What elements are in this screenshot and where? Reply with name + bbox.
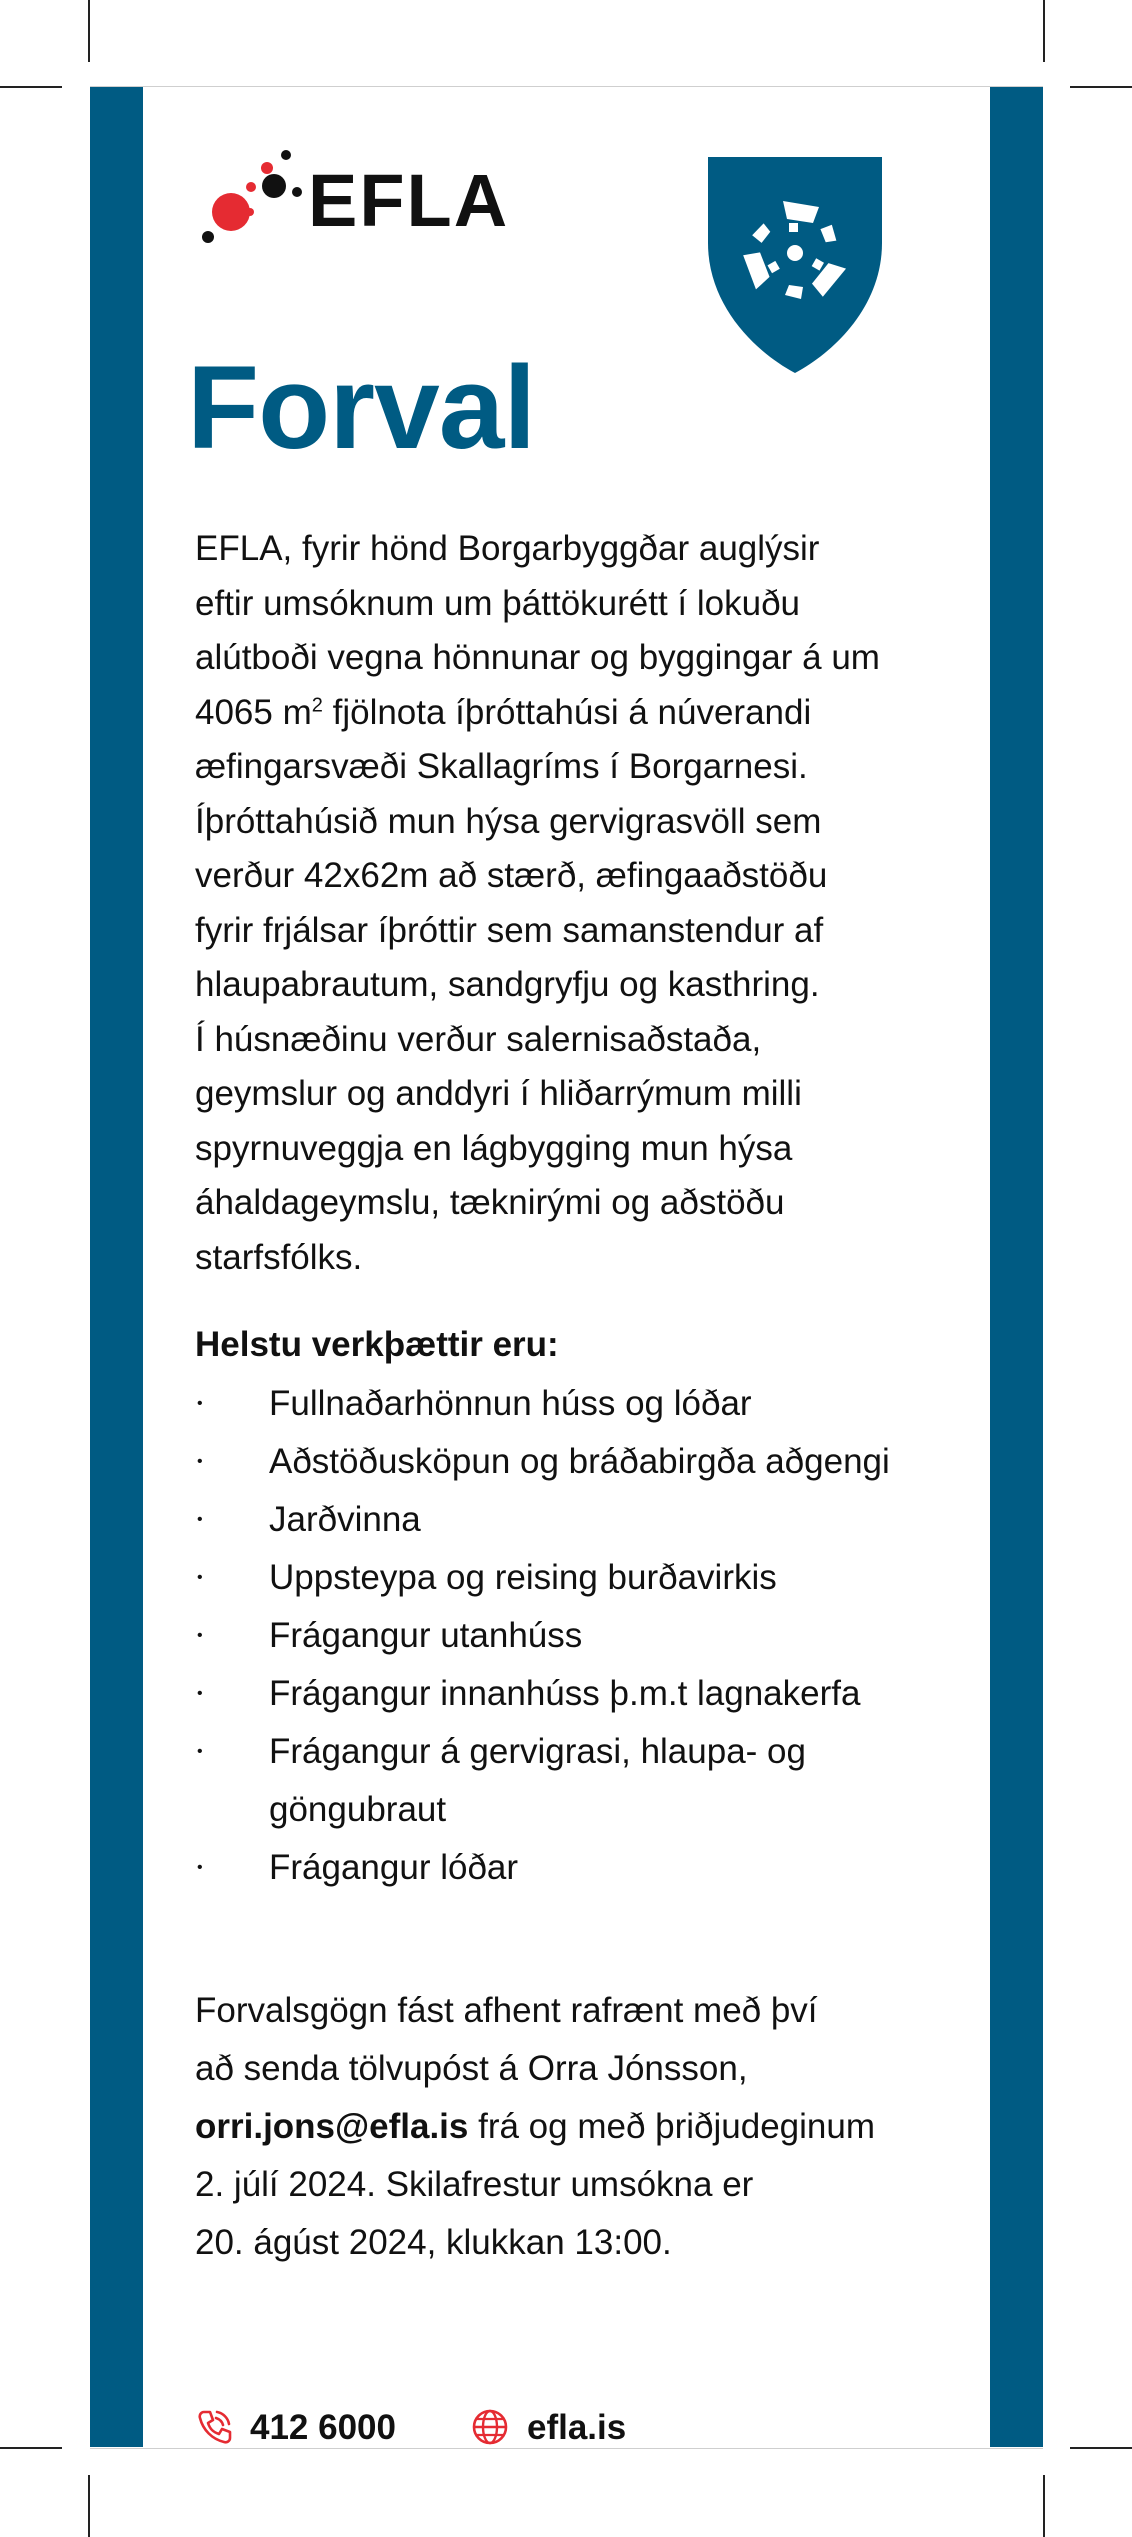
- intro-line: alútboði vegna hönnunar og byggingar á um: [195, 638, 880, 677]
- bullet-icon: •: [197, 1627, 203, 1644]
- municipal-crest: [706, 155, 884, 375]
- closing-line: frá og með þriðjudeginum: [468, 2107, 875, 2146]
- bullet-icon: •: [197, 1395, 203, 1412]
- crop-mark: [1070, 86, 1132, 88]
- tasks-list: [195, 1375, 975, 1897]
- list-item: [195, 1665, 975, 1723]
- intro-line: fyrir frjálsar íþróttir sem samanstendur af: [195, 910, 824, 950]
- list-item-text: Frágangur utanhúss: [269, 1616, 583, 1655]
- intro-line: Í húsnæðinu verður salernisaðstaða,: [195, 1019, 762, 1059]
- list-item: [195, 1433, 975, 1491]
- crop-mark: [1070, 2447, 1132, 2449]
- list-item: [195, 1839, 975, 1897]
- globe-icon: [471, 2408, 509, 2446]
- intro-line: hlaupabrautum, sandgryfju og kasthring.: [195, 965, 820, 1004]
- intro-line: fjölnota íþróttahúsi á núverandi: [322, 692, 812, 732]
- intro-line: starfsfólks.: [195, 1237, 363, 1277]
- efla-logo-text: EFLA: [308, 159, 510, 242]
- intro-line: geymslur og anddyri í hliðarrýmum milli: [195, 1074, 802, 1113]
- bullet-icon: •: [197, 1569, 203, 1586]
- crop-mark: [0, 86, 62, 88]
- crop-mark: [0, 2447, 62, 2449]
- left-blue-bar: [90, 87, 143, 2447]
- crop-mark: [88, 2475, 90, 2537]
- closing-line: að senda tölvupóst á Orra Jónsson,: [195, 2049, 748, 2088]
- intro-line: 4065 m: [195, 692, 312, 732]
- intro-line: verður 42x62m að stærð, æfingaaðstöðu: [195, 856, 828, 895]
- tasks-heading: Helstu verkþættir eru:: [195, 1325, 559, 1364]
- website-link[interactable]: efla.is: [527, 2408, 627, 2447]
- list-item-text: Aðstöðusköpun og bráðabirgða aðgengi: [269, 1442, 890, 1481]
- list-item-text: Frágangur lóðar: [269, 1848, 519, 1887]
- list-item-text: Uppsteypa og reising burðavirkis: [269, 1558, 777, 1597]
- intro-line: eftir umsóknum um þáttökurétt í lokuðu: [195, 583, 800, 623]
- efla-dots-icon: [200, 142, 320, 252]
- municipal-shield-crest-icon: [706, 155, 884, 375]
- phone-icon: [195, 2408, 233, 2446]
- crop-mark: [1043, 2475, 1045, 2537]
- closing-paragraph: [195, 1982, 985, 2272]
- closing-line: 2. júlí 2024. Skilafrestur umsókna er: [195, 2165, 754, 2204]
- phone-number[interactable]: 412 6000: [250, 2408, 396, 2447]
- list-item: [195, 1607, 975, 1665]
- crop-mark: [88, 0, 90, 62]
- closing-line: Forvalsgögn fást afhent rafrænt með því: [195, 1991, 818, 2030]
- intro-line: spyrnuveggja en lágbygging mun hýsa: [195, 1128, 793, 1168]
- intro-line: EFLA, fyrir hönd Borgarbyggðar auglýsir: [195, 529, 820, 568]
- intro-line: æfingarsvæði Skallagríms í Borgarnesi.: [195, 747, 808, 786]
- list-item-text: Frágangur á gervigrasi, hlaupa- og göngubraut: [269, 1732, 806, 1829]
- bullet-icon: •: [197, 1743, 203, 1760]
- right-blue-bar: [990, 87, 1043, 2447]
- page-title: Forval: [187, 342, 536, 474]
- bullet-icon: •: [197, 1453, 203, 1470]
- list-item: [195, 1375, 975, 1433]
- intro-paragraph: [195, 522, 965, 1285]
- square-superscript: 2: [311, 693, 323, 716]
- list-item-text: Frágangur innanhúss þ.m.t lagnakerfa: [269, 1674, 861, 1713]
- bullet-icon: •: [197, 1511, 203, 1528]
- contact-row: [195, 2403, 895, 2453]
- ad-content: [143, 87, 988, 2447]
- list-item-text: Jarðvinna: [269, 1500, 421, 1539]
- email-link[interactable]: orri.jons@efla.is: [195, 2107, 469, 2146]
- list-item: [195, 1723, 879, 1839]
- closing-line: 20. ágúst 2024, klukkan 13:00.: [195, 2223, 672, 2262]
- crop-mark: [1043, 0, 1045, 62]
- bullet-icon: •: [197, 1685, 203, 1702]
- list-item: [195, 1491, 975, 1549]
- bullet-icon: •: [197, 1859, 203, 1876]
- efla-logo: [200, 142, 510, 252]
- list-item-text: Fullnaðarhönnun húss og lóðar: [269, 1384, 752, 1423]
- list-item: [195, 1549, 975, 1607]
- intro-line: áhaldageymslu, tæknirými og aðstöðu: [195, 1183, 785, 1222]
- intro-line: Íþróttahúsið mun hýsa gervigrasvöll sem: [195, 801, 822, 841]
